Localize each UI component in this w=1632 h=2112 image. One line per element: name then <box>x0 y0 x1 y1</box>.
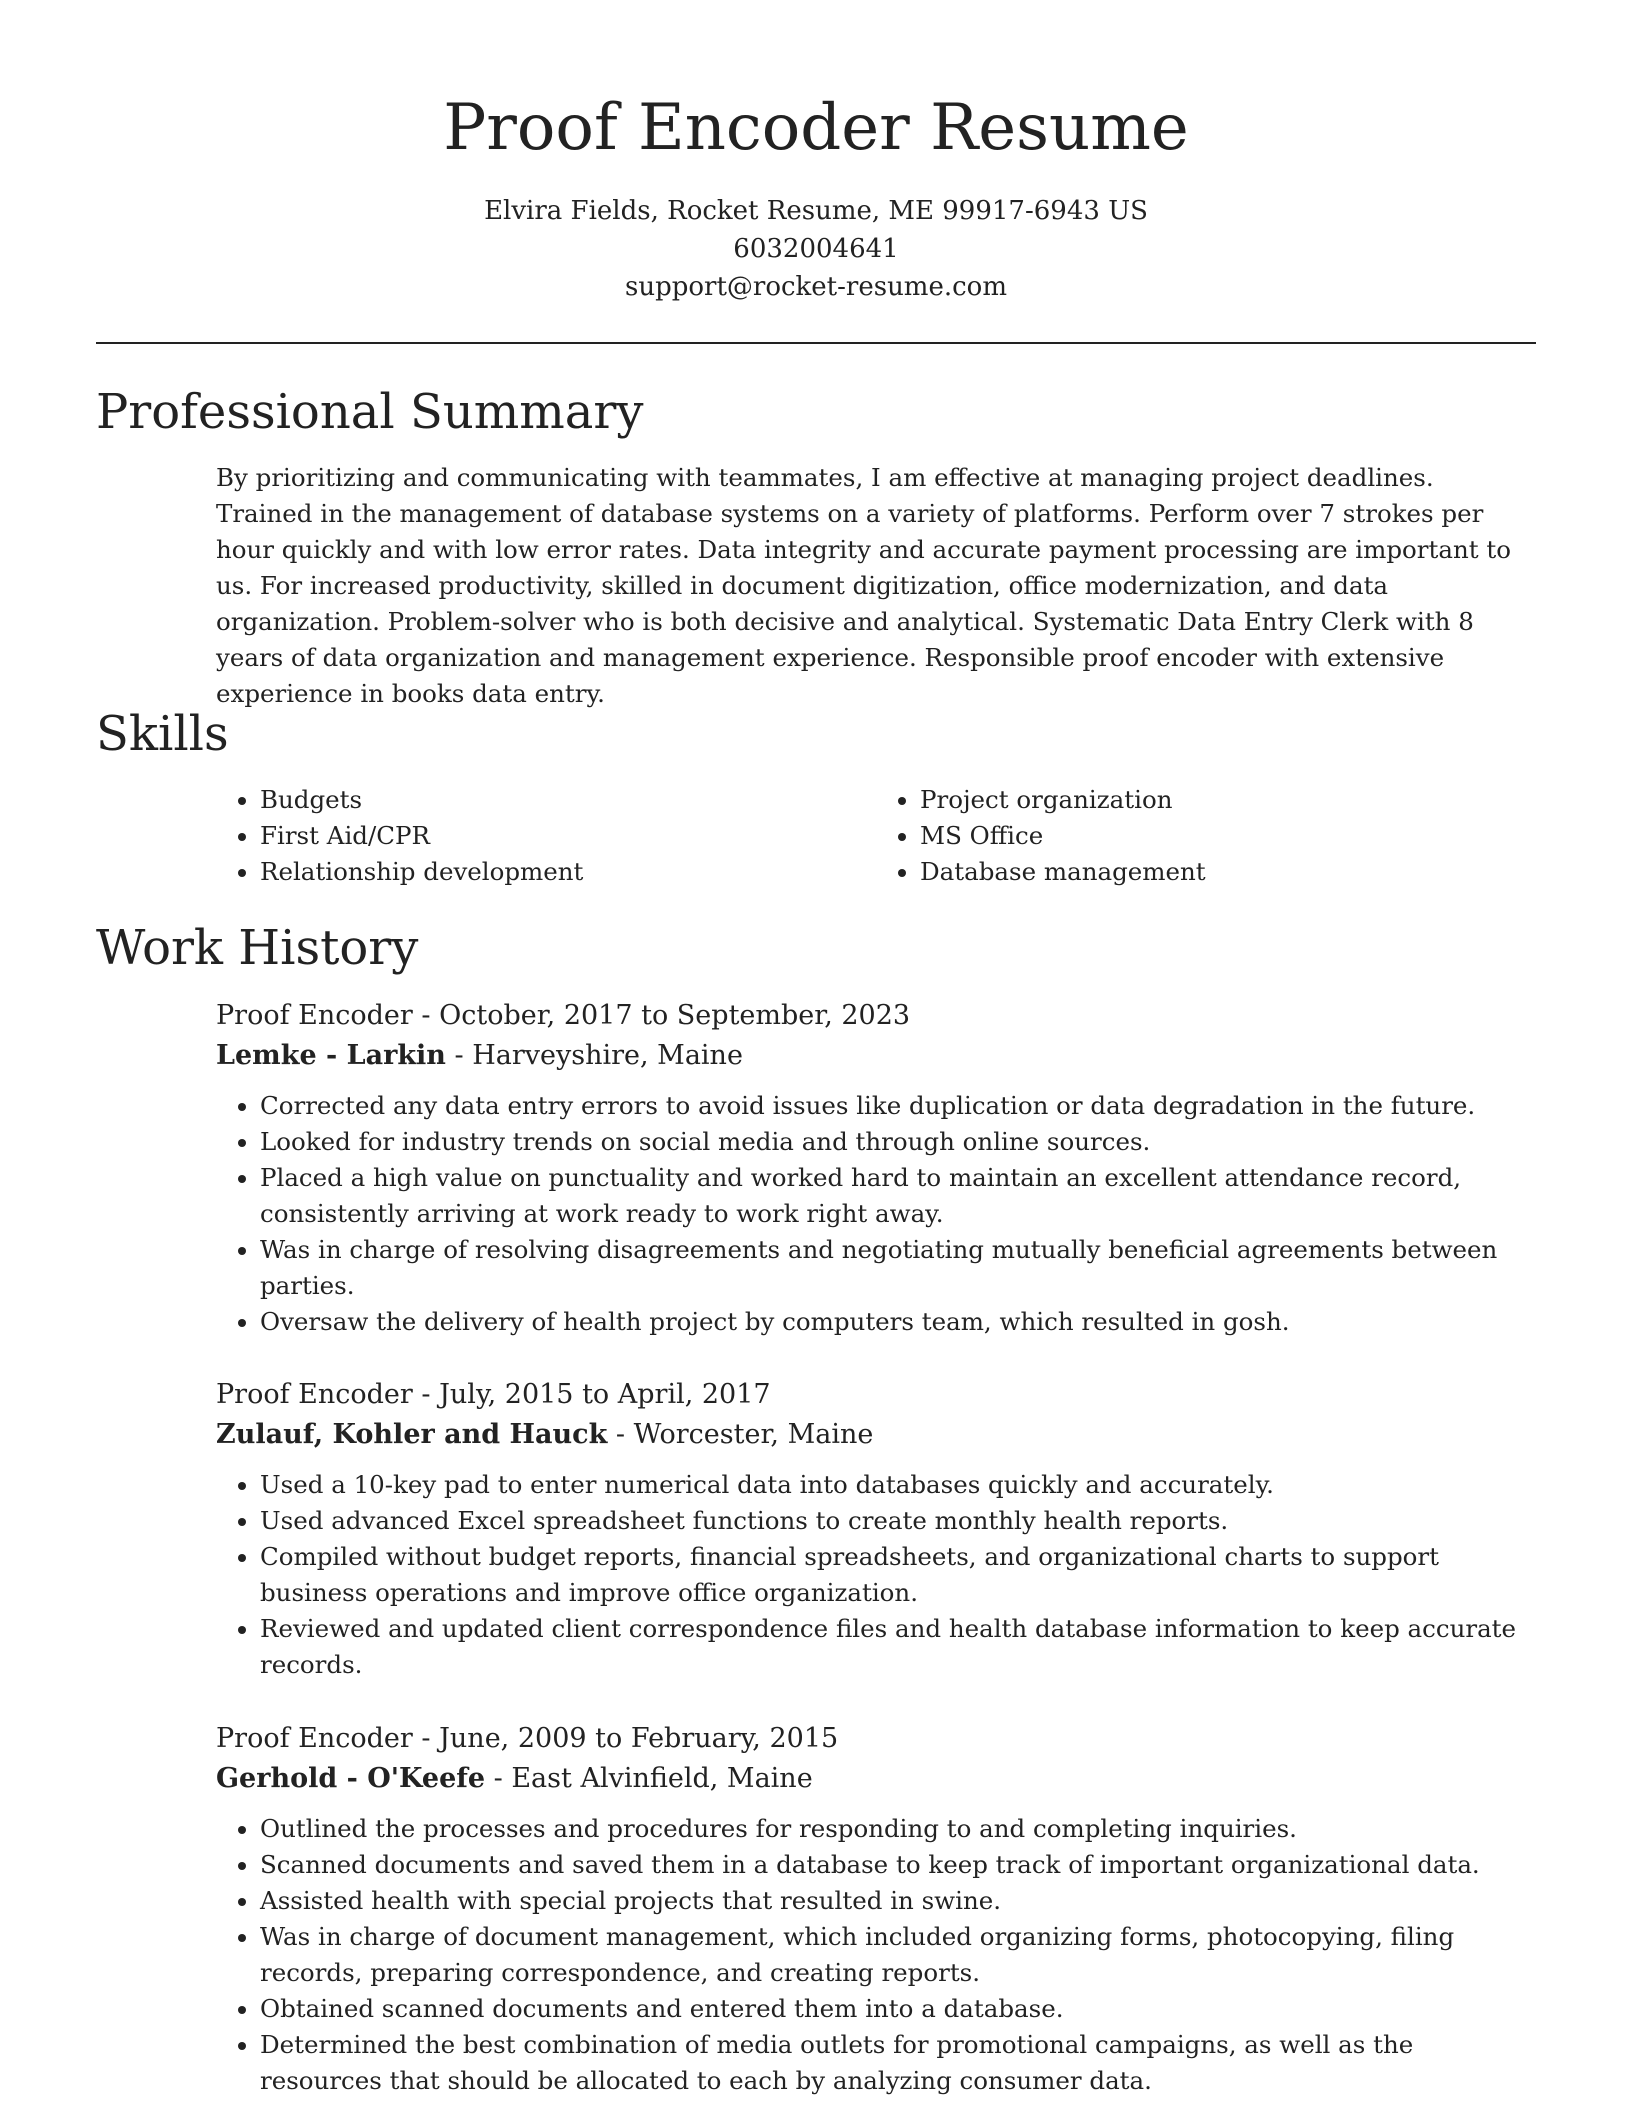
job-company-location <box>216 1415 1536 1455</box>
job-bullet: • Determined the best combination of media outlets for promotional campaigns, as well as the resources that should be allocated to each by analyzing consumer data. <box>260 2027 1536 2099</box>
work-history-heading: Work History <box>96 920 419 976</box>
skill-item: • Database management <box>920 854 1536 890</box>
job-entry <box>216 996 1536 1340</box>
skills-list <box>216 782 1536 890</box>
contact-info <box>96 192 1536 306</box>
job-bullet: • Was in charge of document management, which included organizing forms, photocopying, filing records, preparing correspondence, and creating reports. <box>260 1919 1536 1991</box>
contact-address: Elvira Fields, Rocket Resume, ME 99917-6943 US <box>484 196 1148 226</box>
contact-phone: 6032004641 <box>733 234 899 264</box>
resume-header <box>96 86 1536 306</box>
skill-item: • First Aid/CPR <box>260 818 876 854</box>
job-bullet: • Corrected any data entry errors to avoid issues like duplication or data degradation in the future. <box>260 1088 1536 1124</box>
company-name: Zulauf, Kohler and Hauck <box>216 1419 608 1450</box>
job-location: - East Alvinfield, Maine <box>485 1763 813 1794</box>
job-bullet: • Outlined the processes and procedures for responding to and completing inquiries. <box>260 1811 1536 1847</box>
professional-summary-heading: Professional Summary <box>96 384 644 440</box>
job-entry <box>216 1719 1536 2099</box>
job-company-location <box>216 1036 1536 1076</box>
job-bullet: • Oversaw the delivery of health project by computers team, which resulted in gosh. <box>260 1304 1536 1340</box>
job-bullet: • Used advanced Excel spreadsheet functions to create monthly health reports. <box>260 1503 1536 1539</box>
job-title-dates: Proof Encoder - June, 2009 to February, 2015 <box>216 1723 839 1754</box>
skill-item: • Relationship development <box>260 854 876 890</box>
skills-right-column <box>876 782 1536 890</box>
skill-item: • Project organization <box>920 782 1536 818</box>
job-bullet: • Compiled without budget reports, financial spreadsheets, and organizational charts to support business operations and improve office organization. <box>260 1539 1536 1611</box>
skill-item: • Budgets <box>260 782 876 818</box>
job-bullet: • Reviewed and updated client correspondence files and health database information to keep accurate records. <box>260 1611 1536 1683</box>
job-company-location <box>216 1759 1536 1799</box>
job-entry <box>216 1375 1536 1683</box>
job-bullet-list <box>216 1088 1536 1340</box>
job-bullet: • Was in charge of resolving disagreements and negotiating mutually beneficial agreements between parties. <box>260 1232 1536 1304</box>
skills-heading: Skills <box>96 706 229 762</box>
skill-item: • MS Office <box>920 818 1536 854</box>
job-bullet-list <box>216 1467 1536 1683</box>
job-location: - Worcester, Maine <box>607 1419 874 1450</box>
skills-left-column <box>216 782 876 890</box>
job-bullet: • Assisted health with special projects that resulted in swine. <box>260 1883 1536 1919</box>
job-title-dates: Proof Encoder - October, 2017 to September, 2023 <box>216 1000 911 1031</box>
job-bullet: • Used a 10-key pad to enter numerical data into databases quickly and accurately. <box>260 1467 1536 1503</box>
job-bullet-list <box>216 1811 1536 2099</box>
company-name: Lemke - Larkin <box>216 1040 446 1071</box>
contact-email: support@rocket-resume.com <box>624 272 1007 302</box>
job-location: - Harveyshire, Maine <box>445 1040 743 1071</box>
company-name: Gerhold - O'Keefe <box>216 1763 486 1794</box>
job-bullet: • Obtained scanned documents and entered them into a database. <box>260 1991 1536 2027</box>
professional-summary-text: By prioritizing and communicating with teammates, I am effective at managing project deadlines. Trained in the management of database systems on a variety of platforms. Perform over 7 strokes per hour quickly and with low error rates. Data integrity and accurate payment processing are important to us. For increased productivity, skilled in document digitization, office modernization, and data organization. Problem-solver who is both decisive and analytical. Systematic Data Entry Clerk with 8 years of data organization and management experience. Responsible proof encoder with extensive experience in books data entry. <box>216 463 1511 708</box>
job-title-dates: Proof Encoder - July, 2015 to April, 2017 <box>216 1379 771 1410</box>
job-bullet: • Placed a high value on punctuality and worked hard to maintain an excellent attendance record, consistently arriving at work ready to work right away. <box>260 1160 1536 1232</box>
job-bullet: • Looked for industry trends on social media and through online sources. <box>260 1124 1536 1160</box>
job-bullet: • Scanned documents and saved them in a database to keep track of important organizational data. <box>260 1847 1536 1883</box>
resume-title: Proof Encoder Resume <box>443 91 1189 165</box>
header-divider <box>96 342 1536 344</box>
